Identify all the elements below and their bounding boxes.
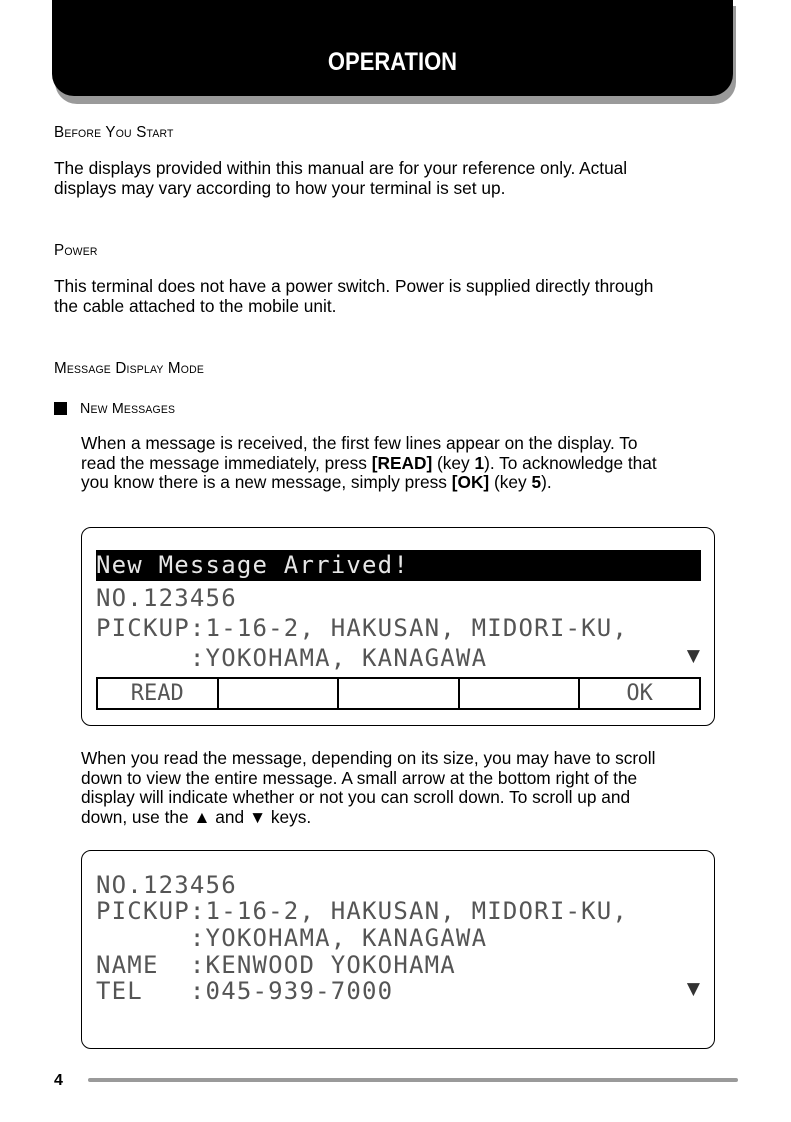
text-line: the cable attached to the mobile unit. bbox=[54, 295, 337, 316]
lcd-line: :YOKOHAMA, KANAGAWA bbox=[96, 644, 488, 672]
lcd-line: TEL :045-939-7000 bbox=[96, 977, 394, 1005]
lcd-line: NO.123456 bbox=[96, 871, 237, 899]
lcd-line: :YOKOHAMA, KANAGAWA bbox=[96, 924, 488, 952]
softkey-read[interactable]: READ bbox=[98, 679, 219, 708]
lcd-line: NAME :KENWOOD YOKOHAMA bbox=[96, 951, 456, 979]
paragraph-power bbox=[54, 277, 653, 316]
page-number: 4 bbox=[54, 1072, 63, 1089]
scroll-down-arrow-icon: ▼ bbox=[686, 979, 700, 999]
text-line: down, use the ▲ and ▼ keys. bbox=[81, 806, 312, 827]
ok-key-label: [OK] bbox=[451, 472, 490, 492]
paragraph-scrolling bbox=[81, 749, 655, 827]
new-message-banner-text: New Message Arrived! bbox=[96, 551, 409, 579]
text-line: you know there is a new message, simply press [OK] (key 5). bbox=[81, 472, 552, 492]
paragraph-before-you-start bbox=[54, 159, 627, 198]
section-heading-power: Power bbox=[54, 242, 98, 259]
text-line: When a message is received, the first few lines appear on the display. To bbox=[81, 433, 638, 453]
softkey-3[interactable] bbox=[339, 679, 460, 708]
page-title: OPERATION bbox=[327, 48, 458, 76]
lcd-line: PICKUP:1-16-2, HAKUSAN, MIDORI-KU, bbox=[96, 614, 629, 642]
softkey-ok[interactable]: OK bbox=[626, 681, 653, 706]
read-key-label: [READ] bbox=[371, 452, 433, 473]
text-line: This terminal does not have a power switch. Power is supplied directly through bbox=[54, 276, 654, 296]
scroll-down-arrow-icon: ▼ bbox=[686, 646, 700, 666]
section-heading-before-you-start: Before You Start bbox=[54, 124, 174, 141]
lcd-display-message-detail bbox=[81, 850, 715, 1049]
text-line: When you read the message, depending on its size, you may have to scroll bbox=[81, 748, 656, 768]
text-line: read the message immediately, press [READ] (key 1). To acknowledge that bbox=[81, 452, 657, 473]
footer-rule bbox=[88, 1078, 738, 1082]
text-line: displays may vary according to how your terminal is set up. bbox=[54, 177, 506, 198]
inverse-banner bbox=[96, 550, 701, 581]
square-bullet-icon bbox=[54, 402, 67, 415]
lcd-line: PICKUP:1-16-2, HAKUSAN, MIDORI-KU, bbox=[96, 897, 629, 925]
softkey-2[interactable] bbox=[219, 679, 340, 708]
text-line: display will indicate whether or not you can scroll down. To scroll up and bbox=[81, 787, 631, 807]
softkey-4[interactable] bbox=[460, 679, 581, 708]
section-heading-message-display-mode: Message Display Mode bbox=[54, 360, 204, 377]
subsection-heading-new-messages: New Messages bbox=[80, 400, 176, 417]
lcd-line: NO.123456 bbox=[96, 584, 237, 612]
text-line: The displays provided within this manual are for your reference only. Actual bbox=[54, 158, 628, 178]
header-bar bbox=[52, 0, 733, 96]
paragraph-new-messages bbox=[81, 434, 657, 493]
text-line: down to view the entire message. A small arrow at the bottom right of the bbox=[81, 767, 638, 788]
lcd-display-new-message bbox=[81, 527, 715, 726]
softkey-bar bbox=[96, 677, 701, 710]
